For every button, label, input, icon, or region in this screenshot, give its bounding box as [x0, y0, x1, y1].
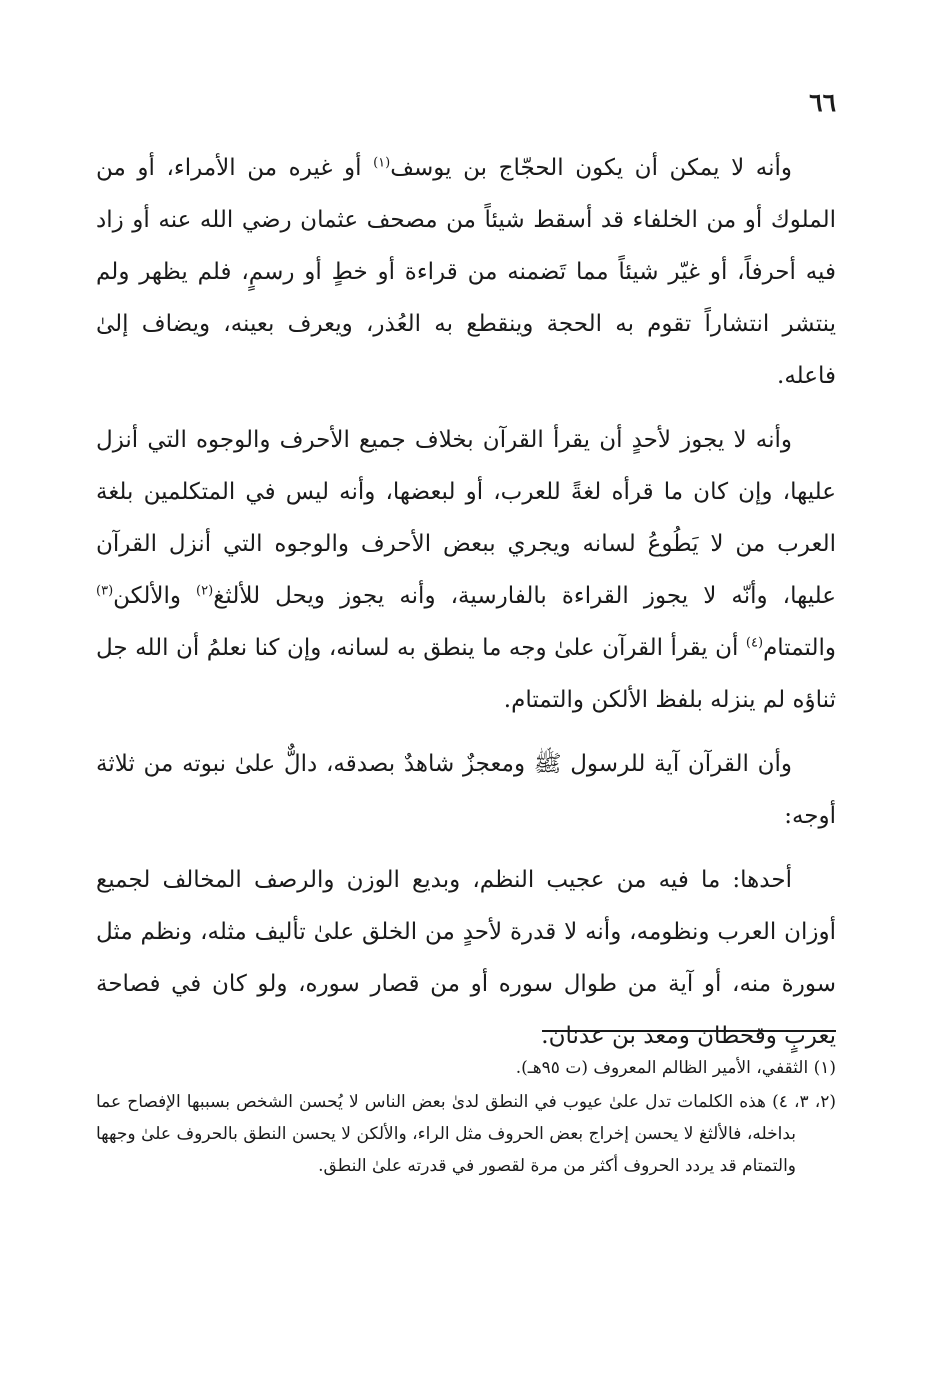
paragraph-3: وأن القرآن آية للرسول ﷺ ومعجزٌ شاهدٌ بصدقه، دالٌّ علىٰ نبوته من ثلاثة أوجه: — [96, 751, 836, 829]
footnote-ref-4[interactable]: (٤) — [745, 635, 764, 651]
document-page — [96, 80, 836, 1340]
paragraph-2-part-3: والتمتام — [763, 635, 836, 661]
footnote-ref-3[interactable]: (٣) — [96, 583, 114, 599]
paragraph-2-start: وأنه لا يجوز لأحدٍ أن يقرأ القرآن بخلاف جميع الأحرف والوجوه التي أنزل عليها، وإن كان ما قرأه لغةً للعرب، أو لبعضها، وأنه ليس في المتكلمين بلغة العرب من لا يَطُوعُ لسانه ويجري ببعض الأحرف والوجوه التي أنزل القرآن عليها، وأنّه لا يجوز القراءة بالفارسية، وأنه يجوز ويحل للألثغ — [96, 427, 836, 609]
footnote-ref-2[interactable]: (٢) — [196, 583, 214, 599]
paragraph-2 — [96, 414, 836, 726]
page-number: ٦٦ — [809, 88, 836, 117]
footnote-ref-1[interactable]: (١) — [373, 155, 391, 171]
paragraph-1 — [96, 142, 836, 402]
paragraph-1-rest: أو غيره من الأمراء، أو من الملوك أو من الخلفاء قد أسقط شيئاً من مصحف عثمان رضي الله عنه أو زاد فيه أحرفاً، أو غيّر شيئاً مما تَضمنه من قراءة أو خطٍ أو رسمٍ، فلم يظهر ولم ينتشر انتشاراً تقوم به الحجة وينقطع به العُذر، ويعرف بعينه، ويضاف إلىٰ فاعله. — [96, 155, 836, 389]
footnotes — [96, 1052, 836, 1184]
paragraph-2-rest: أن يقرأ القرآن علىٰ وجه ما ينطق به لسانه، وإن كنا نعلمُ أن الله جل ثناؤه لم ينزله بلفظ الألكن والتمتام. — [96, 635, 836, 713]
paragraph-1-start: وأنه لا يمكن أن يكون الحجّاج بن يوسف — [390, 155, 793, 181]
paragraph-2-part-2: والألكن — [113, 583, 197, 609]
paragraph-4: أحدها: ما فيه من عجيب النظم، وبديع الوزن والرصف المخالف لجميع أوزان العرب ونظومه، وأنه لا قدرة لأحدٍ من الخلق علىٰ تأليف مثله، ونظم مثل سورة منه، أو آية من طوال سوره أو من قصار سوره، ولو كان في فصاحة يعربٍ وقحطان ومعد بن عدنان. — [96, 867, 836, 1049]
footnote-separator — [542, 1030, 836, 1032]
footnote-2-3-4: (٢، ٣، ٤) هذه الكلمات تدل علىٰ عيوب في النطق لدىٰ بعض الناس لا يُحسن الشخص بسببها الإفصاح عما بداخله، فالألثغ لا يحسن إخراج بعض الحروف مثل الراء، والألكن لا يحسن النطق بالحروف علىٰ وجهها والتمتام قد يردد الحروف أكثر من مرة لقصور في قدرته علىٰ النطق. — [96, 1092, 836, 1176]
footnote-1: (١) الثقفي، الأمير الظالم المعروف (ت ٩٥هـ). — [515, 1058, 836, 1078]
main-text — [96, 142, 836, 1074]
